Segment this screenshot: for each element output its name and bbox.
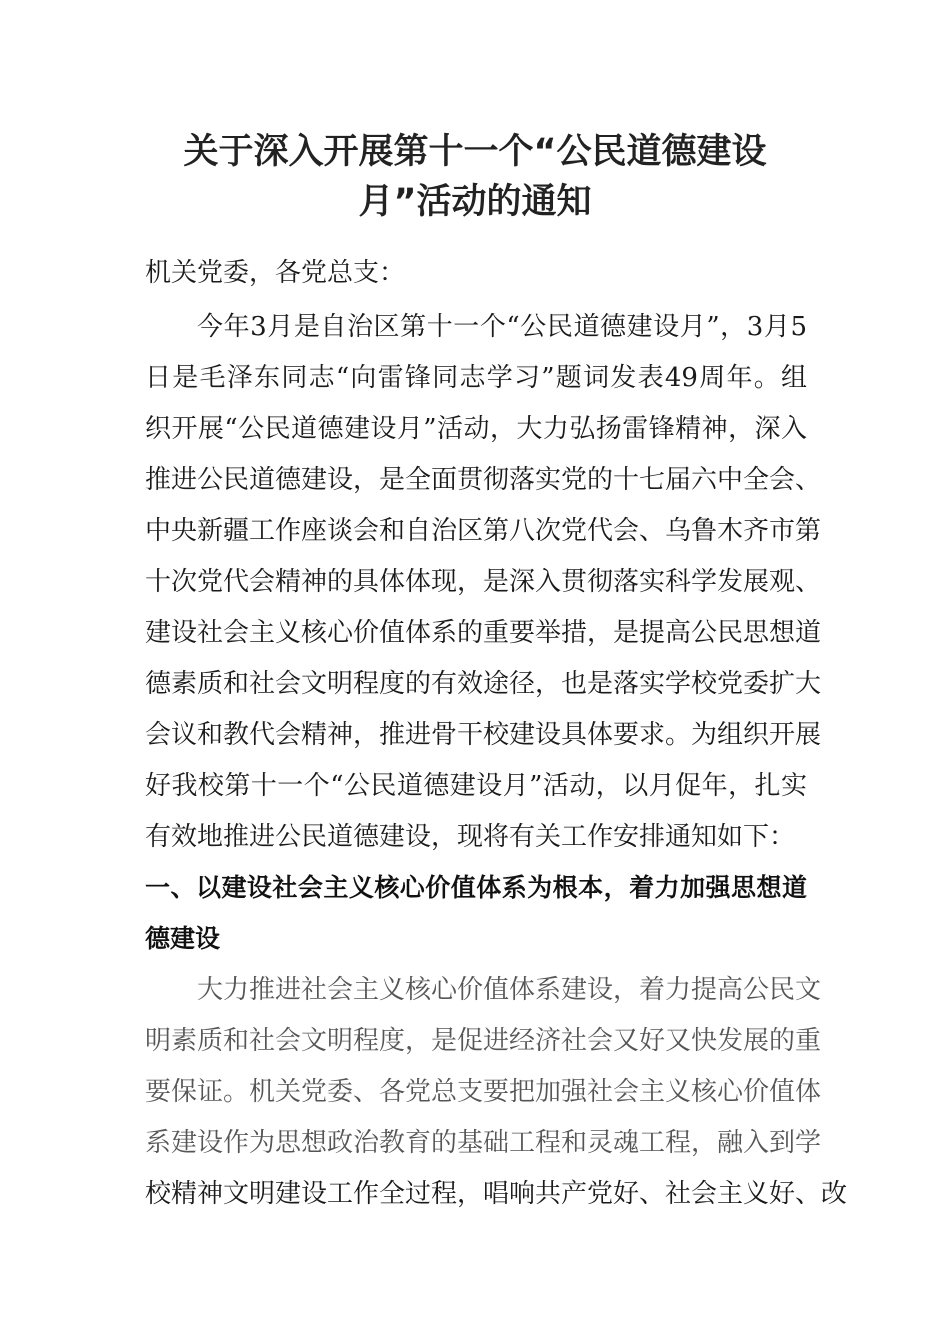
paragraph-line: 今年3月是自治区第十一个“公民道德建设月”，3月5 [197, 312, 807, 342]
section-heading-line: 一、以建设社会主义核心价值体系为根本，着力加强思想道 [145, 873, 807, 902]
paragraph-line: 好我校第十一个“公民道德建设月”活动，以月促年，扎实 [145, 771, 807, 801]
document-title-line-2: 月”活动的通知 [358, 182, 592, 222]
paragraph-line: 织开展“公民道德建设月”活动，大力弘扬雷锋精神，深入 [145, 414, 807, 444]
paragraph-line: 系建设作为思想政治教育的基础工程和灵魂工程，融入到学 [145, 1128, 822, 1158]
paragraph-line: 十次党代会精神的具体体现，是深入贯彻落实科学发展观、 [145, 567, 822, 597]
paragraph-line: 会议和教代会精神，推进骨干校建设具体要求。为组织开展 [145, 720, 822, 750]
salutation: 机关党委，各党总支： [145, 258, 406, 288]
paragraph-line: 有效地推进公民道德建设，现将有关工作安排通知如下： [145, 822, 796, 852]
section-heading-line: 德建设 [145, 924, 221, 953]
paragraph-line: 中央新疆工作座谈会和自治区第八次党代会、乌鲁木齐市第 [145, 516, 822, 546]
paragraph-line: 要保证。机关党委、各党总支要把加强社会主义核心价值体 [145, 1077, 822, 1107]
paragraph-line: 德素质和社会文明程度的有效途径，也是落实学校党委扩大 [145, 669, 822, 699]
paragraph-line: 推进公民道德建设，是全面贯彻落实党的十七届六中全会、 [145, 465, 822, 495]
paragraph-line: 大力推进社会主义核心价值体系建设，着力提高公民文 [197, 975, 822, 1005]
paragraph-line: 明素质和社会文明程度，是促进经济社会又好又快发展的重 [145, 1026, 822, 1056]
paragraph-line: 日是毛泽东同志“向雷锋同志学习”题词发表49周年。组 [145, 363, 807, 393]
document-title-line-1: 关于深入开展第十一个“公民道德建设 [183, 132, 767, 172]
paragraph-line: 校精神文明建设工作全过程，唱响共产党好、社会主义好、改 [145, 1179, 848, 1209]
paragraph-line: 建设社会主义核心价值体系的重要举措，是提高公民思想道 [145, 618, 822, 648]
